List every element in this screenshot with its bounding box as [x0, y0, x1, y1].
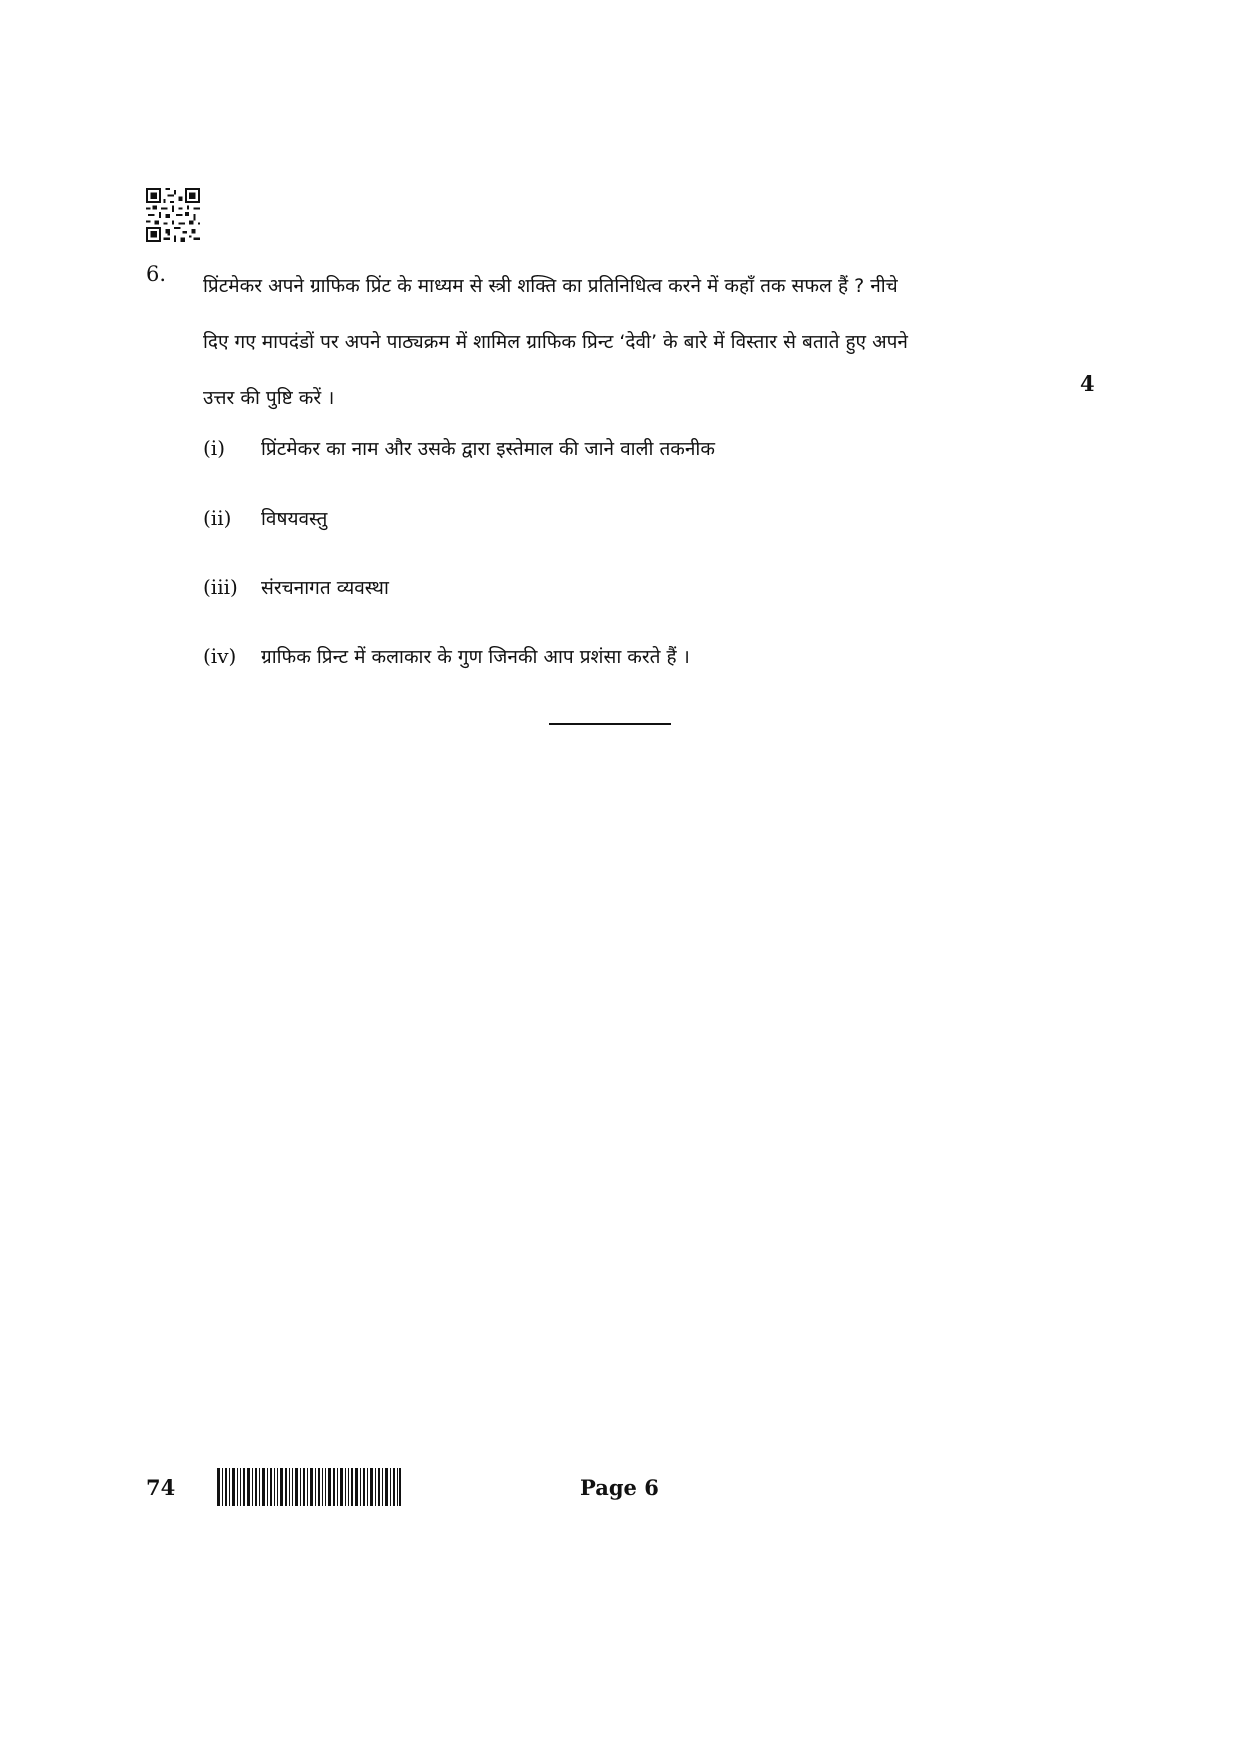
question-line: प्रिंटमेकर अपने ग्राफिक प्रिंट के माध्यम से स्त्री शक्ति का प्रतिनिधित्व करने में कहाँ तक सफल हैं ? नीचे [203, 275, 898, 297]
qr-code-icon [146, 188, 200, 242]
sub-question-label: (ii) [203, 506, 232, 530]
barcode-icon [217, 1468, 401, 1506]
question-line: दिए गए मापदंडों पर अपने पाठ्यक्रम में शामिल ग्राफिक प्रिन्ट ‘देवी’ के बारे में विस्तार से बताते हुए अपने [203, 331, 908, 353]
sub-question [203, 430, 715, 466]
question-number: 6. [146, 262, 167, 286]
end-of-paper-rule [549, 723, 671, 725]
sub-question [203, 569, 389, 605]
sub-question-text: ग्राफिक प्रिन्ट में कलाकार के गुण जिनकी आप प्रशंसा करते हैं । [261, 646, 690, 668]
question-marks: 4 [1080, 371, 1095, 396]
question-line: उत्तर की पुष्टि करें । [203, 387, 335, 409]
sub-question-label: (i) [203, 436, 226, 460]
question-text [203, 258, 1069, 426]
sub-question-text: प्रिंटमेकर का नाम और उसके द्वारा इस्तेमाल की जाने वाली तकनीक [261, 438, 715, 460]
sub-question-label: (iv) [203, 644, 237, 668]
sub-question [203, 500, 327, 536]
sub-question-text: संरचनागत व्यवस्था [261, 577, 389, 599]
sub-question-label: (iii) [203, 575, 238, 599]
paper-code: 74 [146, 1475, 176, 1500]
sub-question [203, 638, 690, 674]
page-number: Page 6 [580, 1475, 659, 1500]
sub-question-text: विषयवस्तु [261, 508, 328, 530]
